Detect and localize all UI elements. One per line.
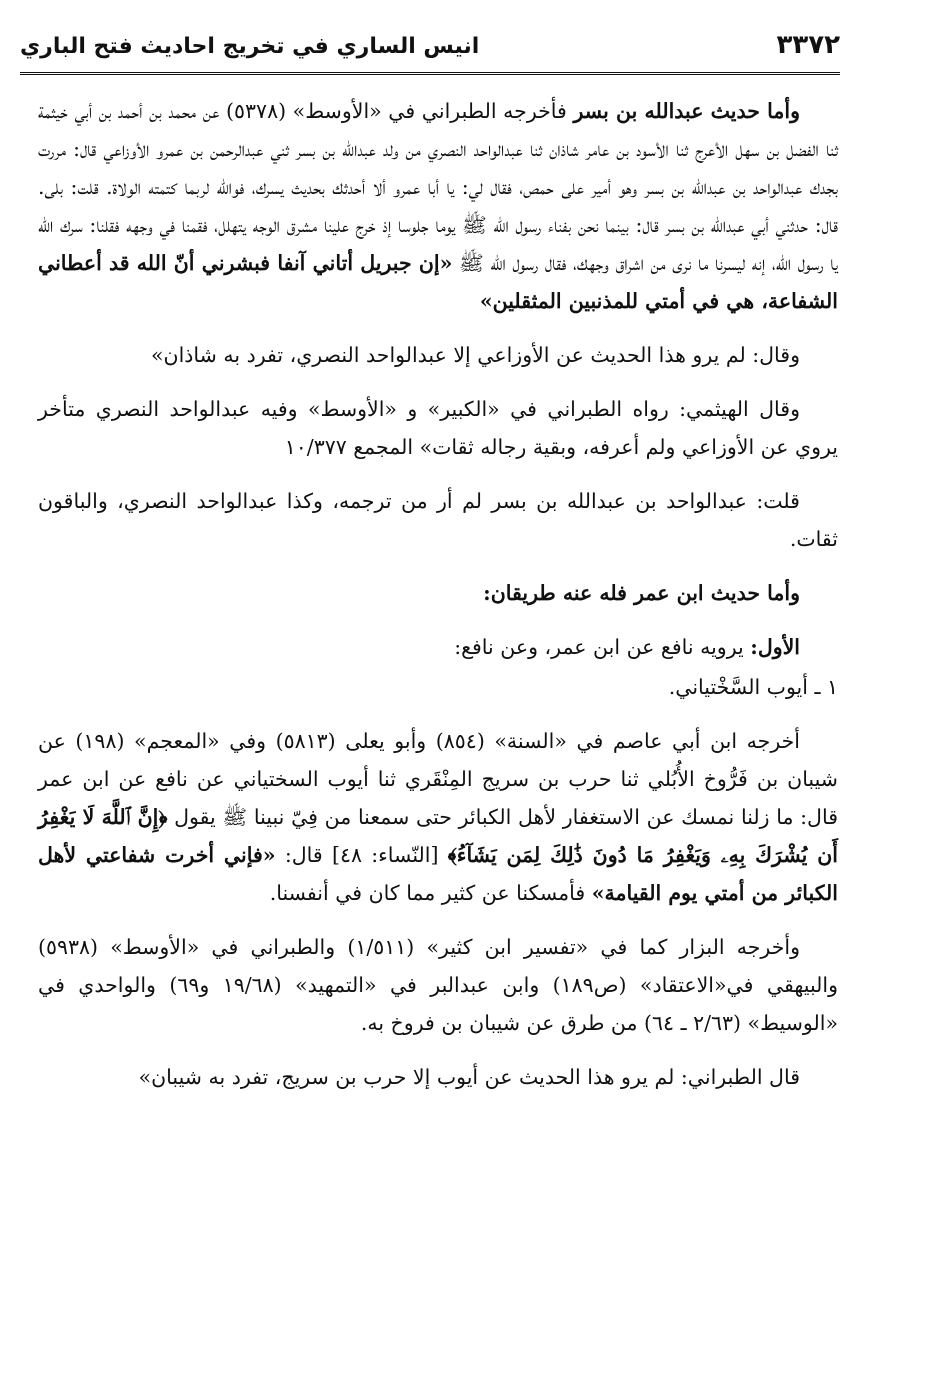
paragraph-2: وقال: لم يرو هذا الحديث عن الأوزاعي إلا عبدالواحد النصري، تفرد به شاذان» (151, 343, 800, 367)
paragraph-4: قلت: عبدالواحد بن عبدالله بن بسر لم أر من ترجمه، وكذا عبدالواحد النصري، والباقون ثقات. (38, 489, 838, 551)
paragraph-6 (38, 628, 838, 666)
page-number: ٣٣٧٢ (776, 30, 840, 60)
paragraph-5-heading: وأما حديث ابن عمر فله عنه طريقان: (483, 581, 800, 605)
paragraph-8-text-a: أخرجه ابن أبي عاصم في «السنة» (٨٥٤) وأبو يعلى (٥٨١٣) وفي «المعجم» (١٩٨) عن شيبان بن فَرُّوخ الأُبُلي ثنا حرب بن سريج المِنْقَري ثنا أيوب السختياني عن نافع عن ابن عمر قال: ما زلنا نمسك عن الاستغفار لأهل الكبائر حتى سمعنا من فِيّ نبينا ﷺ يقول (38, 729, 838, 829)
paragraph-5 (38, 574, 838, 612)
paragraph-10: قال الطبراني: لم يرو هذا الحديث عن أيوب إلا حرب بن سريج، تفرد به شيبان» (138, 1065, 800, 1089)
book-title: انيس الساري في تخريج احاديث فتح الباري (20, 34, 480, 59)
page-header (20, 30, 840, 75)
paragraph-8-text-c: فأمسكنا عن كثير مما كان في أنفسنا. (269, 881, 592, 905)
paragraph-8-hadith: «فإني أخرت شفاعتي لأهل الكبائر من أمتي يوم القيامة» (38, 843, 838, 905)
page-body (38, 92, 838, 1096)
paragraph-1-quote: «إن جبريل أتاني آنفا فبشرني أنّ الله قد أعطاني الشفاعة، هي في أمتي للمذنبين المثقلين» (38, 251, 838, 313)
paragraph-1-text: فأخرجه الطبراني في «الأوسط» (٥٣٧٨) عن محمد بن أحمد بن أبي خيثمة ثنا الفضل بن سهل الأعرج ثنا الأسود بن عامر شاذان ثنا عبدالواحد النصري من ولد عبدالله بن بسر ثني عبدالرحمن بن عمرو الأوزاعي قال: مررت بجدك عبدالواحد بن عبدالله بن بسر وهو أمير على حمص، فقال لي: يا أبا عمرو ألا أحدثك بحديث يسرك، فوالله لربما كتمته الولاة. قلت: بلى. قال: حدثني أبي عبدالله بن بسر قال: بينما نحن بفناء رسول الله ﷺ يوما جلوسا إذ خرج علينا مشرق الوجه يتهلل، فقمنا في وجهه فقلنا: سرك الله يا رسول الله، إنه ليسرنا ما نرى من اشراق وجهك، فقال رسول الله ﷺ (38, 99, 838, 275)
paragraph-1-intro: وأما حديث عبدالله بن بسر (573, 99, 800, 123)
paragraph-8-text-b: [النّساء: ٤٨] قال: (275, 843, 448, 867)
paragraph-3: وقال الهيثمي: رواه الطبراني في «الكبير» و «الأوسط» وفيه عبدالواحد النصري متأخر يروي عن الأوزاعي ولم أعرفه، وبقية رجاله ثقات» المجمع ١٠/٣٧٧ (38, 397, 838, 459)
paragraph-6-text: يرويه نافع عن ابن عمر، وعن نافع: (454, 635, 751, 659)
paragraph-8 (38, 722, 838, 912)
paragraph-1 (38, 92, 838, 320)
paragraph-7: ١ ـ أيوب السَّخْتياني. (668, 675, 838, 699)
paragraph-6-label: الأول: (750, 635, 800, 659)
paragraph-9: وأخرجه البزار كما في «تفسير ابن كثير» (١/٥١١) والطبراني في «الأوسط» (٥٩٣٨) والبيهقي في«الاعتقاد» (ص١٨٩) وابن عبدالبر في «التمهيد» (١٩/٦٨ و٦٩) والواحدي في «الوسيط» (٢/٦٣ ـ ٦٤) من طرق عن شيبان بن فروخ به. (38, 935, 838, 1035)
paragraph-8-quran: ﴿إِنَّ ٱللَّهَ لَا يَغْفِرُ أَن يُشْرَكَ بِهِۦ وَيَغْفِرُ مَا دُونَ ذَٰلِكَ لِمَن يَشَآءُ﴾ (38, 805, 838, 867)
